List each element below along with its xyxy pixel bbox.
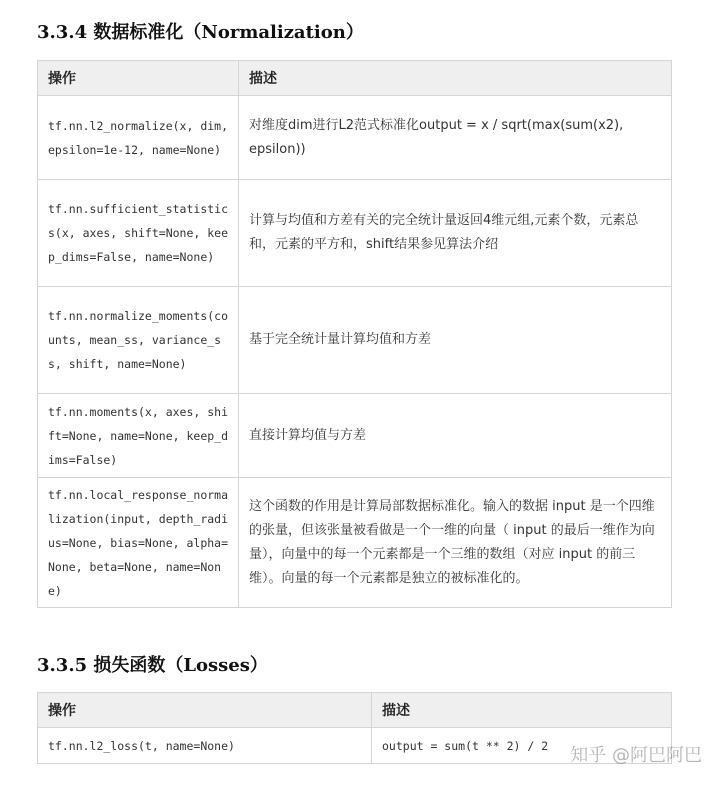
op-cell: tf.nn.moments(x, axes, shift=None, name=None, keep_dims=False) [38, 394, 239, 478]
desc-cell: 基于完全统计量计算均值和方差 [239, 287, 672, 394]
section-title-losses: 3.3.5 损失函数（Losses） [37, 655, 268, 676]
normalization-table [37, 60, 672, 608]
op-cell: tf.nn.normalize_moments(counts, mean_ss, variance_ss, shift, name=None) [38, 287, 239, 394]
desc-cell: 这个函数的作用是计算局部数据标准化。输入的数据 input 是一个四维的张量，但该张量被看做是一个一维的向量（ input 的最后一维作为向量），向量中的每一个元素都是一个三维的数组（对应 input 的前三维）。向量的每一个元素都是独立的被标准化的。 [239, 478, 672, 608]
table-row [38, 394, 672, 478]
desc-cell: 直接计算均值与方差 [239, 394, 672, 478]
op-cell: tf.nn.sufficient_statistics(x, axes, shift=None, keep_dims=False, name=None) [38, 180, 239, 287]
header-description: 描述 [372, 693, 672, 728]
watermark: 知乎 @阿巴阿巴 [570, 745, 702, 766]
header-description: 描述 [239, 61, 672, 96]
header-operation: 操作 [38, 61, 239, 96]
section-title-normalization: 3.3.4 数据标准化（Normalization） [37, 22, 364, 43]
desc-cell: output = sum(t ** 2) / 2 [372, 728, 672, 764]
table-header-row [38, 61, 672, 96]
table-row [38, 180, 672, 287]
op-cell: tf.nn.l2_normalize(x, dim, epsilon=1e-12, name=None) [38, 96, 239, 180]
table-row [38, 96, 672, 180]
op-cell: tf.nn.l2_loss(t, name=None) [38, 728, 372, 764]
desc-cell: 对维度dim进行L2范式标准化output = x / sqrt(max(sum(x2), epsilon)) [239, 96, 672, 180]
header-operation: 操作 [38, 693, 372, 728]
table-row [38, 287, 672, 394]
op-cell: tf.nn.local_response_normalization(input, depth_radius=None, bias=None, alpha=None, beta=None, name=None) [38, 478, 239, 608]
desc-cell: 计算与均值和方差有关的完全统计量返回4维元组,元素个数，元素总和，元素的平方和，shift结果参见算法介绍 [239, 180, 672, 287]
table-header-row [38, 693, 672, 728]
table-row [38, 478, 672, 608]
